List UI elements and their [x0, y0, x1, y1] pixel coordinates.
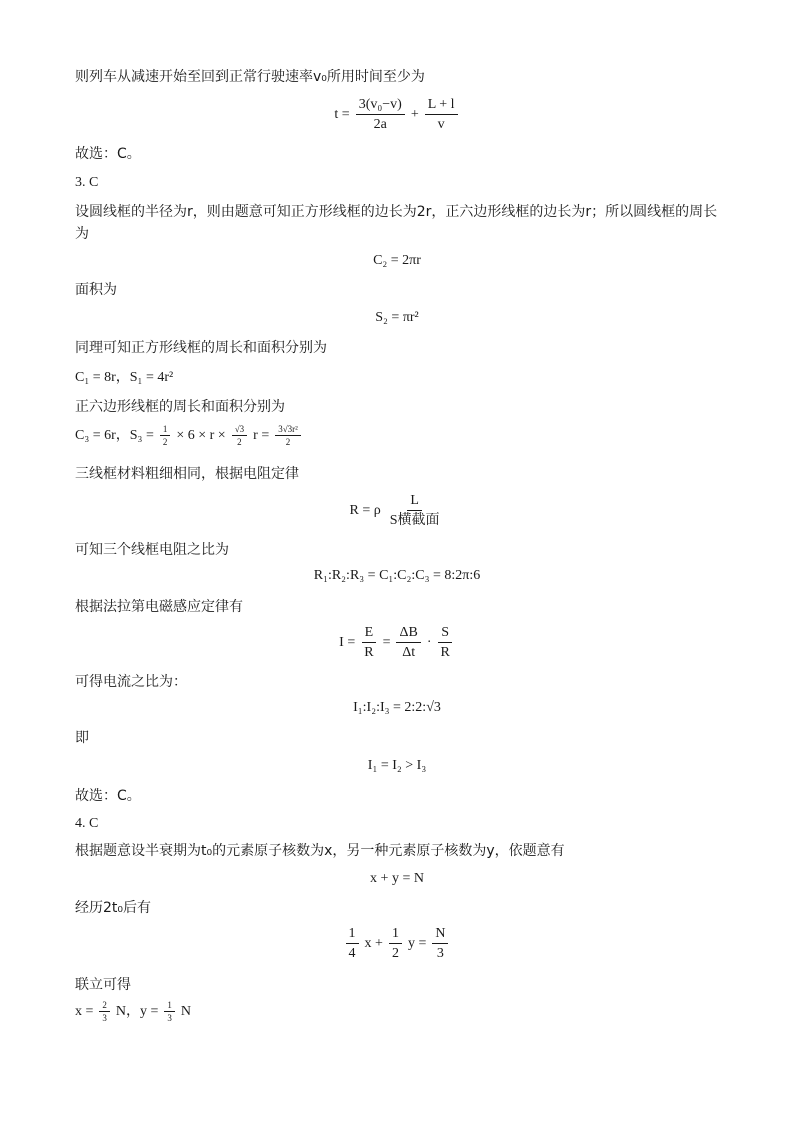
equation-sum: x + y = N [370, 871, 424, 886]
text-line: 根据题意设半衰期为t₀的元素原子核数为x，另一种元素原子核数为y，依题意有 [75, 843, 565, 859]
equation-c1-s1: C₁ = 8r，S₁ = 4r² [75, 370, 174, 385]
equation-decay: $\frac{1}{4}$ x + $\frac{1}{2}$ y = $\frac{N}{3}$ [0, 925, 794, 962]
text-line: 三线框材料粗细相同，根据电阻定律 [75, 466, 299, 482]
answer-line: 故选：C。 [75, 788, 141, 804]
equation-c3-s3: C₃ = 6r，S₃ = $\frac{1}{2}$ × 6 × r × $\frac{√3}{2}$ r = $\frac{\text{3√3r²}}{2}$ [75, 424, 303, 447]
text-line: 同理可知正方形线框的周长和面积分别为 [75, 340, 327, 356]
question-number: 4. C [75, 816, 99, 831]
text-line: 则列车从减速开始至回到正常行驶速率v₀所用时间至少为 [75, 69, 425, 85]
text-line: 为 [75, 226, 89, 242]
equation-s2: S₂ = πr² [375, 310, 419, 325]
fraction: $\frac{L + l}{v}$ [425, 96, 458, 133]
text-line: 即 [75, 730, 89, 746]
equation-current-ratio: I₁:I₂:I₃ = 2:2:√3 [353, 700, 441, 715]
equation-resistance-ratio: R₁:R₂:R₃ = C₁:C₂:C₃ = 8:2π:6 [313, 568, 481, 583]
text-line: 联立可得 [75, 977, 131, 993]
question-number: 3. C [75, 175, 99, 190]
text-line: 根据法拉第电磁感应定律有 [75, 599, 243, 615]
fraction: $\frac{\text{3(v₀−v)}}{2a}$ [356, 96, 405, 133]
text-line: 正六边形线框的周长和面积分别为 [75, 399, 285, 415]
text-line: 设圆线框的半径为r，则由题意可知正方形线框的边长为2r，正六边形线框的边长为r；所以圆线框的周长 [75, 204, 718, 220]
text-line: 面积为 [75, 282, 117, 298]
text-line: 经历2t₀后有 [75, 900, 152, 916]
answer-line: 故选：C。 [75, 146, 141, 162]
text-line: 可得电流之比为： [75, 674, 187, 690]
equation-current-compare: I₁ = I₂ > I₃ [367, 758, 427, 773]
text-line: 可知三个线框电阻之比为 [75, 542, 229, 558]
equation-time: t = $\frac{\text{3(v₀−v)}}{2a}$ + $\frac{L + l}{v}$ [0, 96, 794, 133]
equation-solution: x = $\frac{2}{3}$ N，y = $\frac{1}{3}$ N [75, 1000, 192, 1023]
eq-text: t = [334, 106, 350, 122]
equation-resistance: R = ρ $\frac{L}{\text{S横截面}}$ [349, 493, 440, 528]
equation-faraday: I = $\frac{E}{R}$ = $\frac{\Delta B}{\Delta t}$ · $\frac{S}{R}$ [0, 624, 794, 661]
equation-c2: C₂ = 2πr [373, 253, 421, 268]
